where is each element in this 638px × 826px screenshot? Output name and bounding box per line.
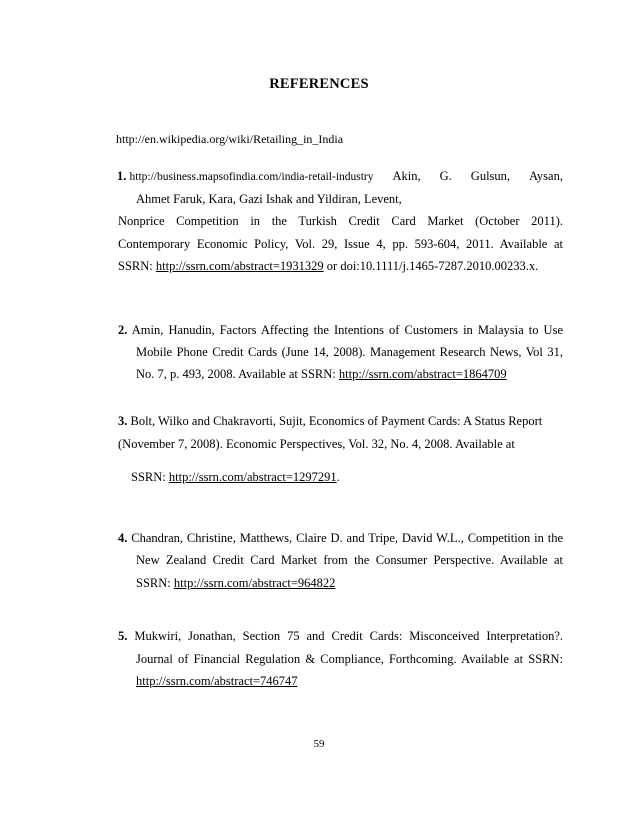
reference-text: Aysan, — [529, 169, 563, 183]
reference-text: Gulsun, — [470, 169, 511, 183]
reference-text: or doi:10.1111/j.1465-7287.2010.00233.x. — [323, 259, 539, 273]
reference-text: Mukwiri, Jonathan, Section 75 and Credit Cards: Misconceived Interpretation?. — [134, 629, 564, 643]
reference-text: New Zealand Credit Card Market from the Consumer Perspective. Available at — [136, 553, 563, 567]
reference-text: (November 7, 2008). Economic Perspectives, Vol. 32, No. 4, 2008. Available at — [118, 437, 515, 451]
reference-number: 1. — [117, 169, 127, 183]
reference-text: Amin, Hanudin, Factors Affecting the Intentions of Customers in Malaysia to Use — [131, 323, 563, 337]
reference-text: Contemporary Economic Policy, Vol. 29, Issue 4, pp. 593-604, 2011. Available at — [118, 237, 563, 251]
reference-url: http://business.mapsofindia.com/india-retail-industry — [129, 171, 374, 183]
reference-1-lead — [117, 169, 374, 184]
reference-link[interactable]: http://ssrn.com/abstract=1297291 — [168, 470, 337, 484]
reference-text: SSRN: — [118, 259, 156, 273]
reference-text: Chandran, Christine, Matthews, Claire D. and Tripe, David W.L., Competition in the — [131, 531, 563, 545]
reference-text: . — [336, 470, 340, 484]
reference-number: 2. — [118, 323, 128, 337]
page-title: REFERENCES — [269, 76, 369, 92]
reference-number: 4. — [118, 531, 128, 545]
reference-number: 3. — [118, 414, 128, 428]
reference-link[interactable]: http://ssrn.com/abstract=964822 — [173, 576, 336, 590]
reference-text: Mobile Phone Credit Cards (June 14, 2008). Management Research News, Vol 31, — [136, 345, 563, 359]
reference-text: No. 7, p. 493, 2008. Available at SSRN: — [136, 367, 339, 381]
reference-link[interactable]: http://ssrn.com/abstract=1864709 — [338, 367, 507, 381]
reference-text: Akin, — [392, 169, 421, 183]
page-number: 59 — [313, 738, 325, 750]
reference-text: Nonprice Competition in the Turkish Credit Card Market (October 2011). — [118, 214, 563, 228]
reference-number: 5. — [118, 629, 128, 643]
reference-text: Journal of Financial Regulation & Compliance, Forthcoming. Available at SSRN: — [136, 652, 563, 666]
reference-link[interactable]: http://ssrn.com/abstract=1931329 — [155, 259, 324, 273]
reference-text: Bolt, Wilko and Chakravorti, Sujit, Economics of Payment Cards: A Status Report — [130, 414, 543, 428]
reference-text: SSRN: — [131, 470, 169, 484]
reference-link[interactable]: http://ssrn.com/abstract=746747 — [136, 674, 298, 688]
reference-url-top: http://en.wikipedia.org/wiki/Retailing_in_India — [116, 132, 344, 146]
reference-text: SSRN: — [136, 576, 174, 590]
reference-text: Ahmet Faruk, Kara, Gazi Ishak and Yildiran, Levent, — [136, 192, 402, 206]
reference-text: G. — [439, 169, 452, 183]
